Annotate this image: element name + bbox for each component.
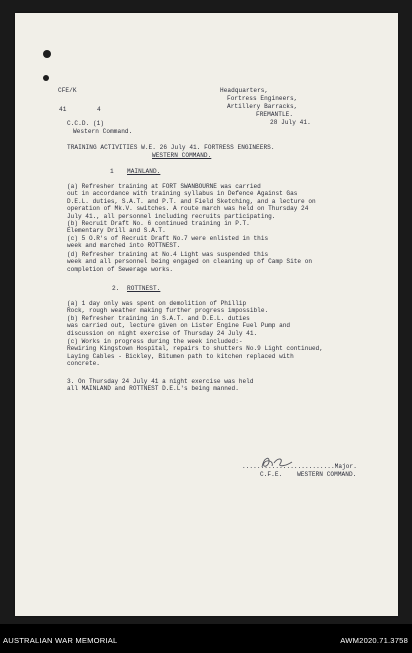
footer-bar [0,624,412,653]
document-title: TRAINING ACTIVITIES W.E. 26 July 41. FORTRESS ENGINEERS. [67,144,275,151]
address-line: Fortress Engineers, [227,95,298,102]
folio-right: 4 [97,106,101,113]
section-number: 2. [112,285,120,292]
paragraph: (c) Works in progress during the week included:- Rewiring Kingstown Hospital, repairs to shutters No.9 Light continued, Laying Cables - Bickley, Bitumen path to kitchen replaced with concrete. [67,338,323,368]
address-line: FREMANTLE. [256,111,294,118]
paragraph: (a) 1 day only was spent on demolition of Phillip Rock, rough weather making further progress impossible. [67,300,269,315]
signature-title: C.F.E. WESTERN COMMAND. [260,471,357,478]
paragraph: 3. On Thursday 24 July 41 a night exercise was held all MAINLAND and ROTTNEST D.E.L's being manned. [67,378,254,393]
address-line: Headquarters, [220,87,269,94]
folio-left: 41 [59,106,67,113]
section-number: 1 [110,168,114,175]
recipient-line: C.C.D. (1) [67,120,105,127]
address-line: Artillery Barracks, [227,103,298,110]
punch-hole [43,50,51,58]
signature-line: .........................Major. [242,463,357,470]
footer-credit: AUSTRALIAN WAR MEMORIAL [3,636,118,645]
paragraph: (d) Refresher training at No.4 Light was suspended this week and all personnel being engaged on cleaning up of Camp Site on completion of Sewerage works. [67,251,313,273]
paragraph: (c) 5 O.R's of Recruit Draft No.7 were enlisted in this week and marched into ROTTNEST. [67,235,269,250]
section-heading: ROTTNEST. [127,285,161,292]
document-subtitle: WESTERN COMMAND. [152,152,212,159]
paragraph: (b) Refresher training in S.A.T. and D.E.L. duties was carried out, lecture given on Lister Engine Fuel Pump and discussion on night exercise of Thursday 24 July 41. [67,315,291,337]
section-heading: MAINLAND. [127,168,161,175]
footer-accession-number: AWM2020.71.3758 [340,636,408,645]
punch-hole [43,75,49,81]
paragraph: (b) Recruit Draft No. 6 continued training in P.T. Elementary Drill and S.A.T. [67,220,250,235]
address-date: 28 July 41. [270,119,311,126]
paragraph: (a) Refresher training at FORT SWANBOURNE was carried out in accordance with training syllabus in Defence Against Gas D.E.L. duties, S.A.T. and P.T. and Field Sketching, and a lecture on operation of Mk.V. switches. A route march was held on Thursday 24 July 41., all personnel including recruits participating. [67,183,316,220]
document-page [15,13,398,616]
reference-code: CFE/K [58,87,77,94]
recipient-line: Western Command. [73,128,133,135]
